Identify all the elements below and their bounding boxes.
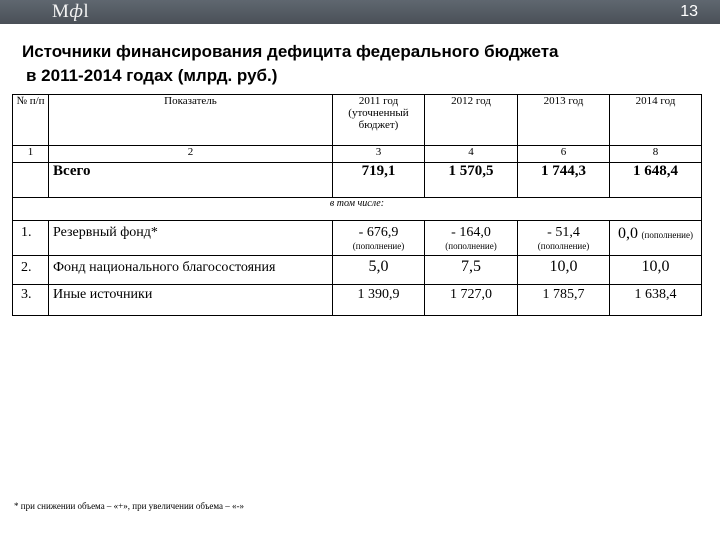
footnote: * при снижении объема – «+», при увеличении объема – «-» [14, 501, 244, 511]
row-value-2013: 1 785,7 [518, 285, 610, 316]
total-2013: 1 744,3 [518, 163, 610, 198]
header-2011: 2011 год (уточненный бюджет) [333, 95, 425, 146]
column-number: 3 [333, 146, 425, 163]
column-number: 1 [13, 146, 49, 163]
total-2012: 1 570,5 [425, 163, 518, 198]
row-label: Иные источники [49, 285, 333, 316]
intro-text: в том числе: [13, 198, 702, 221]
replenishment-note: (пополнение) [445, 241, 497, 251]
table-row [13, 256, 702, 285]
table-row [13, 221, 702, 256]
column-number: 2 [49, 146, 333, 163]
row-value-2013: 10,0 [518, 256, 610, 285]
row-label: Фонд национального благосостояния [49, 256, 333, 285]
row-value-2013: - 51,4 (пополнение) [518, 221, 610, 256]
replenishment-note: (пополнение) [641, 230, 693, 240]
row-number: 3. [13, 285, 49, 316]
row-number: 1. [13, 221, 49, 256]
replenishment-note: (пополнение) [537, 241, 590, 251]
title-line-1: Источники финансирования дефицита федерального бюджета [22, 42, 559, 61]
column-number: 8 [610, 146, 702, 163]
header-2012: 2012 год [425, 95, 518, 146]
intro-row [13, 198, 702, 221]
financing-table [12, 94, 702, 316]
row-number: 2. [13, 256, 49, 285]
row-label: Резервный фонд* [49, 221, 333, 256]
table-row [13, 285, 702, 316]
page-number: 13 [680, 3, 698, 20]
row-value-2012: 1 727,0 [425, 285, 518, 316]
title-line-2: в 2011-2014 годах (млрд. руб.) [26, 66, 278, 85]
total-row [13, 163, 702, 198]
row-value-2014: 0,0 (пополнение) [610, 221, 702, 256]
header-indicator: Показатель [49, 95, 333, 146]
replenishment-note: (пополнение) [352, 241, 405, 251]
top-bar [0, 0, 720, 24]
row-value-2012: 7,5 [425, 256, 518, 285]
ministry-logo: Мфl [52, 1, 90, 22]
table-header-row [13, 95, 702, 146]
row-value-2012: - 164,0 (пополнение) [425, 221, 518, 256]
header-2014: 2014 год [610, 95, 702, 146]
total-label: Всего [49, 163, 333, 198]
header-2013: 2013 год [518, 95, 610, 146]
total-no-cell [13, 163, 49, 198]
total-2014: 1 648,4 [610, 163, 702, 198]
row-value-2011: - 676,9 (пополнение) [333, 221, 425, 256]
page-title [22, 40, 712, 88]
row-value-2014: 10,0 [610, 256, 702, 285]
column-number: 4 [425, 146, 518, 163]
row-value-2014: 1 638,4 [610, 285, 702, 316]
total-2011: 719,1 [333, 163, 425, 198]
column-number-row [13, 146, 702, 163]
header-no: № п/п [13, 95, 49, 146]
column-number: 6 [518, 146, 610, 163]
row-value-2011: 1 390,9 [333, 285, 425, 316]
row-value-2011: 5,0 [333, 256, 425, 285]
